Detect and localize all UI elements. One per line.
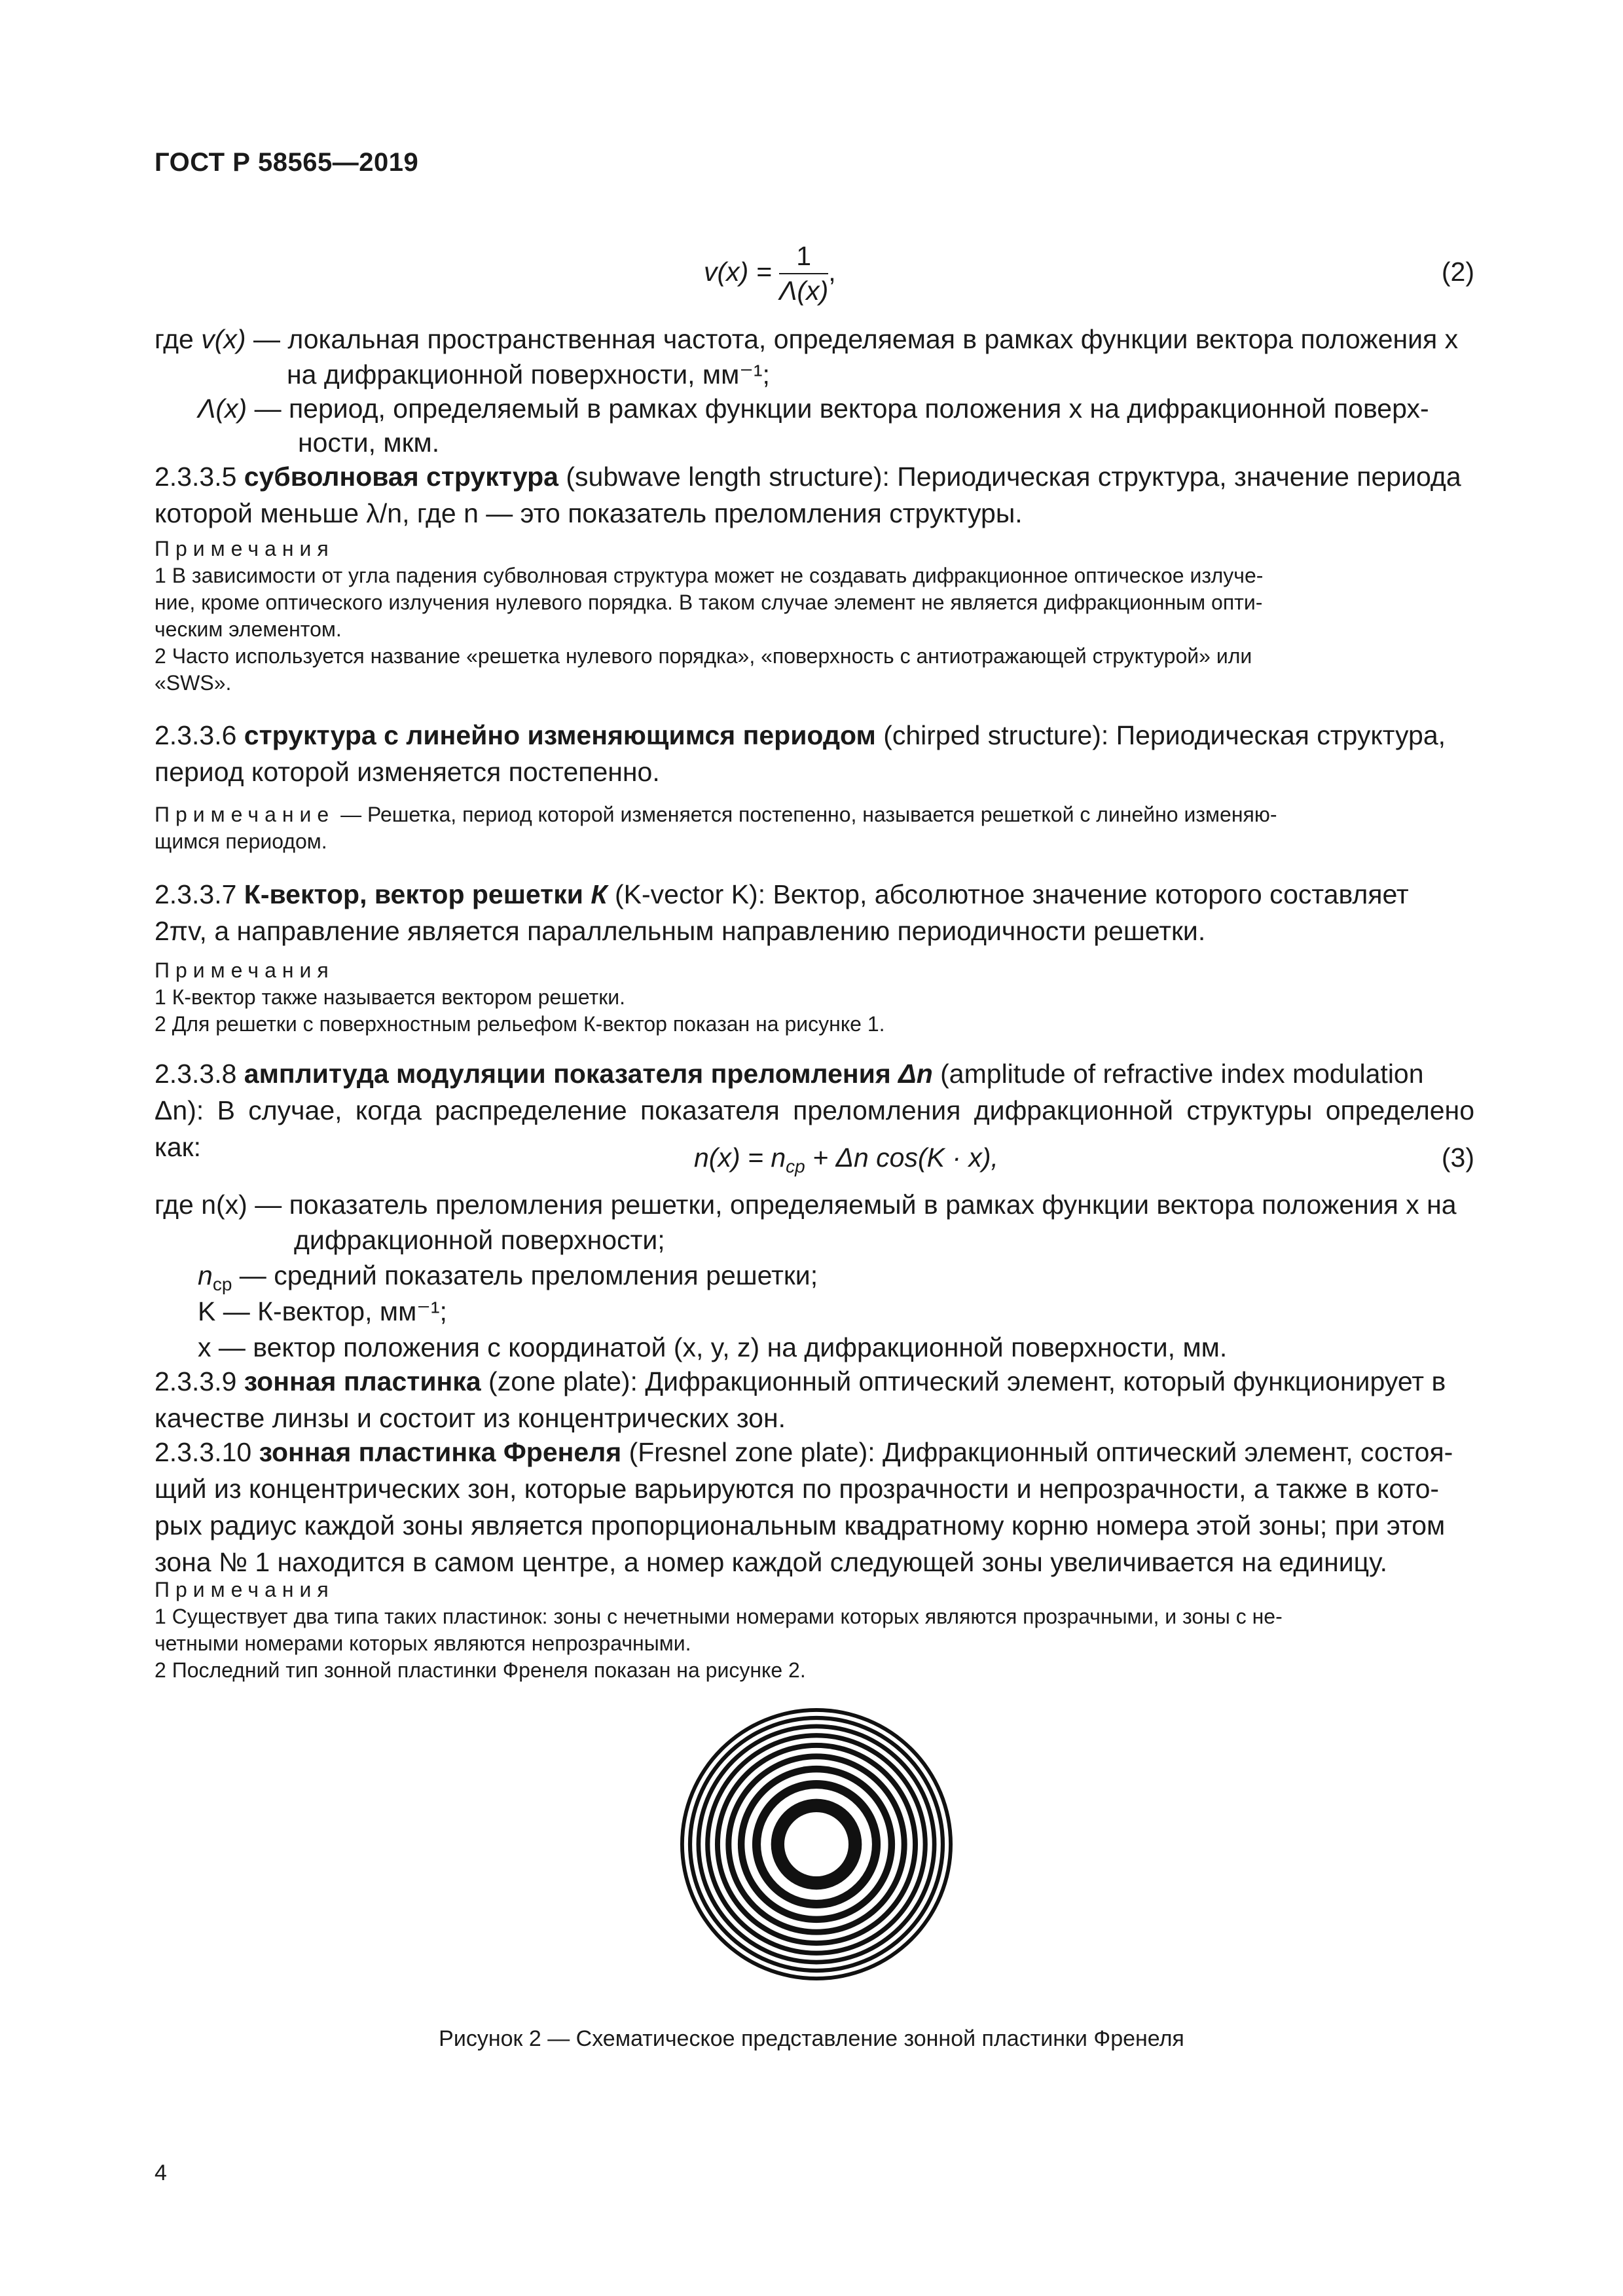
- note-line: четными номерами которых являются непрозрачными.: [155, 1631, 691, 1655]
- where2-text-v: — локальная пространственная частота, определяемая в рамках функции вектора положения x: [253, 324, 1459, 354]
- where2-line2: на дифракционной поверхности, мм⁻¹;: [287, 359, 770, 390]
- formula-2-tail: ,: [828, 256, 836, 287]
- notes-heading: Примечания: [155, 537, 335, 560]
- formula-2-denominator: Λ(x): [779, 276, 829, 306]
- section-number: 2.3.3.9: [155, 1366, 237, 1396]
- equation-number-2: (2): [1441, 257, 1474, 287]
- where3-line4: K — К-вектор, мм⁻¹;: [198, 1296, 447, 1326]
- where3-text-n: — средний показатель преломления решетки;: [239, 1260, 818, 1290]
- section-2-3-3-9-line1: [155, 1363, 1474, 1400]
- note-line: 1 Существует два типа таких пластинок: зоны с нечетными номерами которых являются прозрачными, и зоны с не-: [155, 1605, 1283, 1628]
- formula-2: [704, 241, 836, 306]
- note-line: 1 В зависимости от угла падения субволновая структура может не создавать дифракционное оптическое излуче-: [155, 564, 1264, 587]
- formula-3-lhs: n(x) = n: [694, 1142, 786, 1173]
- formula-2-lhs: v(x) =: [704, 256, 772, 287]
- section-number: 2.3.3.8: [155, 1059, 237, 1089]
- term: зонная пластинка: [244, 1366, 481, 1396]
- fresnel-zone-plate-figure: [679, 1707, 954, 1982]
- note-line: 2 Часто используется название «решетка нулевого порядка», «поверхность с антиотражающей структурой» или: [155, 644, 1252, 668]
- notes-heading: Примечания: [155, 1578, 335, 1601]
- document-header: ГОСТ Р 58565—2019: [155, 148, 419, 177]
- section-2-3-3-6-line1: [155, 717, 1474, 754]
- section-2-3-3-6-line2: период которой изменяется постепенно.: [155, 757, 660, 787]
- zone-ring-1: [784, 1812, 848, 1876]
- term: амплитуда модуляции показателя преломления: [244, 1059, 891, 1089]
- term: К-вектор, вектор решетки: [244, 879, 583, 909]
- where2-symbol-lambda: Λ(x): [198, 393, 247, 424]
- note-line: 2 Последний тип зонной пластинки Френеля показан на рисунке 2.: [155, 1658, 806, 1682]
- definition-text: (Fresnel zone plate): Дифракционный оптический элемент, состоя-: [629, 1437, 1453, 1467]
- section-2-3-3-10-line4: зона № 1 находится в самом центре, а номер каждой следующей зоны увеличивается на единицу.: [155, 1547, 1387, 1577]
- definition-text: (subwave length structure): Периодическая структура, значение периода: [566, 462, 1461, 492]
- where2-line4: ности, мкм.: [298, 428, 440, 458]
- formula-3-subscript: ср: [786, 1156, 805, 1177]
- section-2-3-3-5-line2: которой меньше λ/n, где n — это показатель преломления структуры.: [155, 498, 1023, 528]
- where2-symbol-v: v(x): [201, 324, 246, 354]
- section-2-3-3-5-line1: [155, 458, 1474, 495]
- definition-text: (K-vector K): Вектор, абсолютное значение которого составляет: [615, 879, 1409, 909]
- section-2-3-3-8-line1: [155, 1055, 1474, 1092]
- where2-line1: [155, 321, 1474, 357]
- where3-symbol-n: n: [198, 1260, 213, 1290]
- term-symbol: К: [591, 879, 608, 909]
- equation-number-3: (3): [1441, 1142, 1474, 1173]
- section-number: 2.3.3.10: [155, 1437, 252, 1467]
- term: субволновая структура: [244, 462, 558, 492]
- note-text: — Решетка, период которой изменяется постепенно, называется решеткой с линейно изменяю-: [340, 803, 1277, 826]
- where2-line3: [198, 390, 1474, 427]
- formula-3-rhs: + Δn cos(K · x),: [812, 1142, 998, 1173]
- section-2-3-3-6: [155, 717, 1474, 790]
- note-line: щимся периодом.: [155, 829, 327, 853]
- section-2-3-3-9: [155, 1363, 1474, 1436]
- section-2-3-3-10-line3: рых радиус каждой зоны является пропорциональным квадратному корню номера этой зоны; при этом: [155, 1510, 1446, 1540]
- note-line: 1 К-вектор также называется вектором решетки.: [155, 985, 626, 1009]
- note-line: 2 Для решетки с поверхностным рельефом К-вектор показан на рисунке 1.: [155, 1012, 885, 1036]
- section-2-3-3-10: [155, 1434, 1474, 1580]
- section-2-3-3-10-line2: щий из концентрических зон, которые варьируются по прозрачности и непрозрачности, а также в кото-: [155, 1474, 1440, 1504]
- section-2-3-3-7-line2: 2πv, а направление является параллельным направлению периодичности решетки.: [155, 916, 1206, 946]
- formula-2-numerator: 1: [779, 241, 828, 274]
- where3-line5: x — вектор положения с координатой (x, y, z) на дифракционной поверхности, мм.: [198, 1332, 1228, 1362]
- section-number: 2.3.3.5: [155, 462, 237, 492]
- page-number: 4: [155, 2160, 167, 2185]
- definition-text: (chirped structure): Периодическая структура,: [883, 720, 1446, 750]
- where3-line2: дифракционной поверхности;: [294, 1225, 665, 1255]
- where3-subscript: ср: [212, 1274, 232, 1295]
- notes-2-3-3-7: [155, 957, 1474, 1038]
- where2-text-lambda: — период, определяемый в рамках функции вектора положения x на дифракционной поверх-: [254, 393, 1429, 424]
- section-2-3-3-10-line1: [155, 1434, 1474, 1470]
- notes-heading: Примечания: [155, 958, 335, 982]
- term: структура с линейно изменяющимся периодом: [244, 720, 876, 750]
- definition-text: (zone plate): Дифракционный оптический элемент, который функционирует в: [488, 1366, 1446, 1396]
- definition-text: (amplitude of refractive index modulation: [940, 1059, 1424, 1089]
- note-line: ческим элементом.: [155, 617, 342, 641]
- formula-2-fraction: [779, 241, 828, 306]
- section-2-3-3-7-line1: [155, 876, 1474, 913]
- section-2-3-3-7: [155, 876, 1474, 949]
- note-line: [155, 801, 1474, 828]
- notes-2-3-3-10: [155, 1576, 1474, 1684]
- section-number: 2.3.3.6: [155, 720, 237, 750]
- notes-2-3-3-5: [155, 536, 1474, 697]
- zone-plate-rings: [680, 1708, 953, 1980]
- figure-caption: Рисунок 2 — Схематическое представление зонной пластинки Френеля: [439, 2026, 1184, 2051]
- term-symbol: Δn: [898, 1059, 933, 1089]
- note-line: «SWS».: [155, 671, 232, 695]
- formula-3: [694, 1142, 998, 1177]
- term: зонная пластинка Френеля: [259, 1437, 622, 1467]
- note-heading: Примечание: [155, 803, 335, 826]
- where3-line1: где n(x) — показатель преломления решетки, определяемый в рамках функции вектора положения x на: [155, 1190, 1457, 1220]
- section-number: 2.3.3.7: [155, 879, 237, 909]
- section-2-3-3-8-line2: Δn): В случае, когда распределение показателя преломления дифракционной структуры определено как:: [155, 1095, 1474, 1162]
- note-2-3-3-6: [155, 801, 1474, 855]
- section-2-3-3-5: [155, 458, 1474, 532]
- where2-prefix: где: [155, 324, 194, 354]
- section-2-3-3-9-line2: качестве линзы и состоит из концентрических зон.: [155, 1403, 786, 1433]
- note-line: ние, кроме оптического излучения нулевого порядка. В таком случае элемент не является дифракционным опти-: [155, 591, 1263, 614]
